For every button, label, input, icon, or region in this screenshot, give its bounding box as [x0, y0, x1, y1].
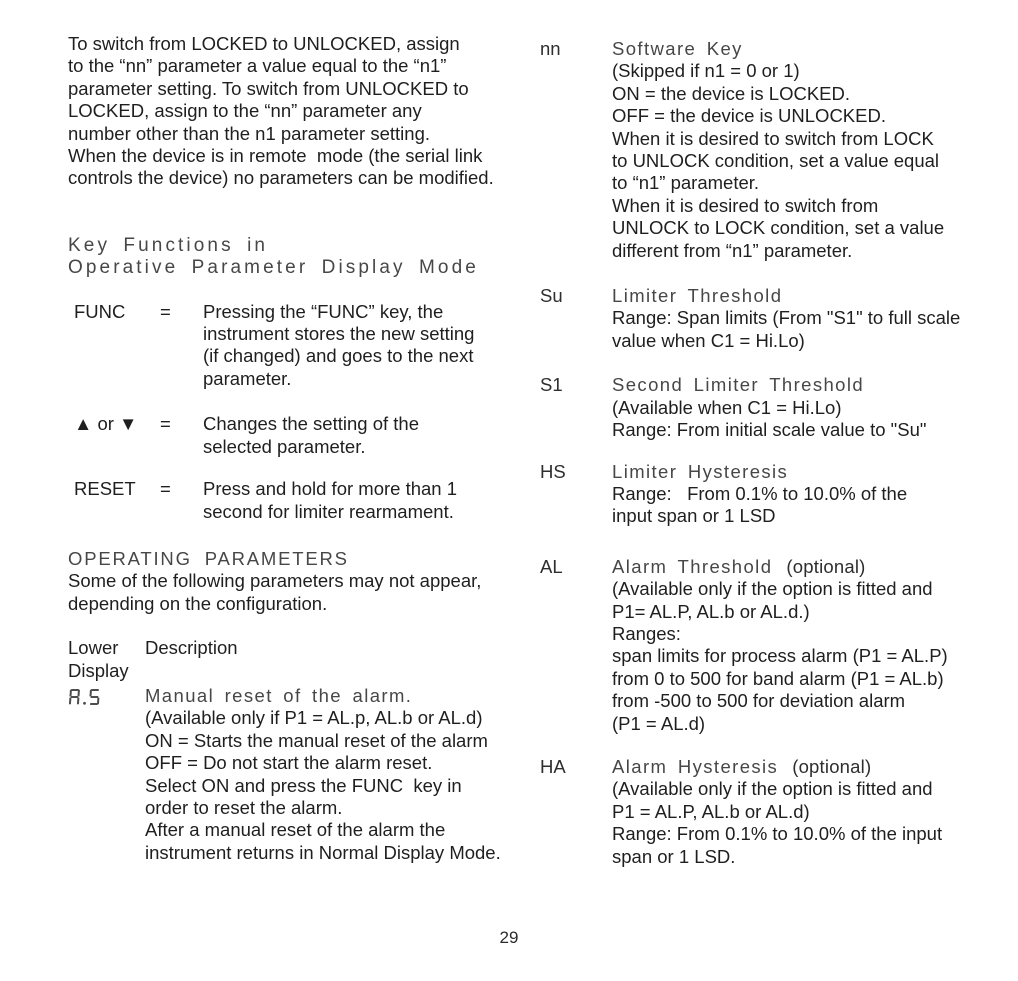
note-line: Some of the following parameters may not appear, — [68, 570, 482, 592]
key-functions-heading-line2: Operative Parameter Display Mode — [68, 257, 479, 279]
key-function-description-line: Changes the setting of the — [203, 413, 419, 435]
parameter-entry — [540, 38, 970, 262]
parameter-description — [612, 461, 970, 528]
key-function-key: RESET — [74, 478, 136, 500]
table-header-description: Description — [145, 637, 238, 659]
parameter-line: ON = the device is LOCKED. — [612, 82, 851, 104]
parameter-title-text: Limiter Hysteresis — [612, 460, 789, 482]
parameter-line: P1 = AL.P, AL.b or AL.d) — [612, 800, 810, 822]
key-functions-heading-line1: Key Functions in — [68, 234, 269, 256]
key-function-description — [203, 413, 520, 458]
parameter-title — [612, 756, 970, 778]
key-function-description-line: second for limiter rearmament. — [203, 500, 454, 522]
parameter-title — [612, 374, 970, 396]
parameter-line: (P1 = AL.d) — [612, 712, 706, 734]
table-header-lower-display — [68, 637, 145, 682]
parameter-line: to “n1” parameter. — [612, 172, 760, 194]
parameter-line: span or 1 LSD. — [612, 845, 736, 867]
parameter-table-header — [68, 637, 520, 682]
parameter-title-suffix: (optional) — [792, 755, 872, 777]
intro-line: LOCKED, assign to the “nn” parameter any — [68, 100, 422, 122]
parameter-title-text: Software Key — [612, 38, 743, 59]
parameter-line: Range: From initial scale value to "Su" — [612, 419, 927, 441]
key-functions-list — [68, 301, 520, 523]
intro-line: to the “nn” parameter a value equal to the “n1” — [68, 55, 447, 77]
left-column — [68, 33, 520, 864]
parameter-code-cell — [68, 685, 145, 864]
parameter-line: order to reset the alarm. — [145, 796, 343, 818]
operating-parameters-heading: OPERATING PARAMETERS — [68, 547, 349, 569]
key-function-description-line: instrument stores the new setting — [203, 323, 475, 345]
seven-segment-param-code — [68, 688, 108, 706]
parameter-entry — [540, 756, 970, 868]
parameter-description — [612, 285, 970, 352]
parameter-description — [145, 685, 520, 864]
intro-line: When the device is in remote mode (the serial link — [68, 145, 483, 167]
parameter-line: OFF = Do not start the alarm reset. — [145, 752, 433, 774]
parameter-description — [612, 374, 970, 441]
parameter-line: value when C1 = Hi.Lo) — [612, 329, 805, 351]
parameter-line: (Available when C1 = Hi.Lo) — [612, 396, 842, 418]
parameter-code: Su — [540, 285, 563, 307]
parameter-title-text: Alarm Hysteresis — [612, 755, 779, 777]
parameter-line: different from “n1” parameter. — [612, 239, 853, 261]
parameter-code: HS — [540, 460, 566, 482]
note-line: depending on the configuration. — [68, 592, 328, 614]
parameter-line: input span or 1 LSD — [612, 505, 776, 527]
parameter-line: (Available only if the option is fitted and — [612, 578, 933, 600]
key-function-description-line: selected parameter. — [203, 435, 366, 457]
key-function-description — [203, 301, 520, 391]
key-function-description-line: parameter. — [203, 367, 292, 389]
parameter-line: Ranges: — [612, 622, 681, 644]
parameter-line: When it is desired to switch from — [612, 194, 879, 216]
parameter-title — [612, 285, 970, 307]
parameter-title — [612, 556, 970, 578]
right-parameter-list — [540, 38, 970, 868]
parameter-code: nn — [540, 38, 561, 59]
parameter-line: OFF = the device is UNLOCKED. — [612, 105, 886, 127]
key-function-key: FUNC — [74, 300, 126, 322]
parameter-line: ON = Starts the manual reset of the alarm — [145, 729, 488, 751]
parameter-title-text: Limiter Threshold — [612, 285, 783, 307]
intro-line: parameter setting. To switch from UNLOCKED to — [68, 77, 469, 99]
parameter-line: After a manual reset of the alarm the — [145, 819, 446, 841]
parameter-title-text: Manual reset of the alarm. — [145, 684, 413, 706]
key-function-row — [68, 478, 520, 523]
key-function-description — [203, 478, 520, 523]
key-function-equals: = — [160, 413, 171, 435]
parameter-line: Range: From 0.1% to 10.0% of the input — [612, 823, 943, 845]
operating-parameters-note — [68, 570, 520, 615]
intro-line: number other than the n1 parameter setting. — [68, 122, 430, 144]
parameter-line: Select ON and press the FUNC key in — [145, 774, 462, 796]
parameter-line: to UNLOCK condition, set a value equal — [612, 150, 940, 172]
parameter-code: S1 — [540, 374, 563, 396]
key-function-equals: = — [160, 300, 171, 322]
key-function-description-line: Press and hold for more than 1 — [203, 478, 458, 500]
parameter-line: instrument returns in Normal Display Mode. — [145, 841, 501, 863]
parameter-line: span limits for process alarm (P1 = AL.P) — [612, 645, 948, 667]
parameter-line: Range: Span limits (From "S1" to full scale — [612, 307, 961, 329]
key-function-equals: = — [160, 478, 171, 500]
parameter-description — [612, 556, 970, 735]
table-header-lower: Lower — [68, 637, 119, 659]
parameter-entry — [540, 374, 970, 441]
parameter-line: When it is desired to switch from LOCK — [612, 127, 934, 149]
parameter-line: from 0 to 500 for band alarm (P1 = AL.b) — [612, 667, 944, 689]
key-function-description-line: (if changed) and goes to the next — [203, 345, 474, 367]
right-column — [540, 38, 970, 868]
parameter-line: P1= AL.P, AL.b or AL.d.) — [612, 600, 810, 622]
table-header-display: Display — [68, 659, 129, 681]
parameter-description — [612, 38, 970, 262]
parameter-entry — [540, 461, 970, 528]
parameter-title-text: Alarm Threshold — [612, 555, 773, 577]
intro-line: controls the device) no parameters can be modified. — [68, 167, 494, 189]
parameter-title-suffix: (optional) — [786, 555, 866, 577]
parameter-line: UNLOCK to LOCK condition, set a value — [612, 217, 945, 239]
key-function-row — [68, 301, 520, 391]
parameter-line: from -500 to 500 for deviation alarm — [612, 690, 906, 712]
left-parameter-list — [68, 685, 520, 864]
parameter-line: Range: From 0.1% to 10.0% of the — [612, 482, 908, 504]
parameter-title — [612, 38, 970, 60]
parameter-title-text: Second Limiter Threshold — [612, 374, 865, 396]
intro-paragraph — [68, 33, 520, 190]
parameter-line: (Skipped if n1 = 0 or 1) — [612, 60, 800, 82]
parameter-entry — [540, 556, 970, 735]
parameter-title — [145, 685, 520, 707]
key-functions-heading — [68, 235, 520, 280]
parameter-title — [612, 461, 970, 483]
parameter-line: (Available only if the option is fitted and — [612, 778, 933, 800]
key-function-row — [68, 413, 520, 458]
parameter-entry — [68, 685, 520, 864]
parameter-description — [612, 756, 970, 868]
key-function-description-line: Pressing the “FUNC” key, the — [203, 300, 444, 322]
parameter-entry — [540, 285, 970, 352]
parameter-line: (Available only if P1 = AL.p, AL.b or AL.d) — [145, 707, 483, 729]
page-number: 29 — [499, 928, 519, 947]
parameter-code: HA — [540, 755, 566, 777]
key-function-key: ▲ or ▼ — [74, 413, 138, 435]
intro-line: To switch from LOCKED to UNLOCKED, assign — [68, 33, 460, 54]
parameter-code: AL — [540, 555, 563, 577]
